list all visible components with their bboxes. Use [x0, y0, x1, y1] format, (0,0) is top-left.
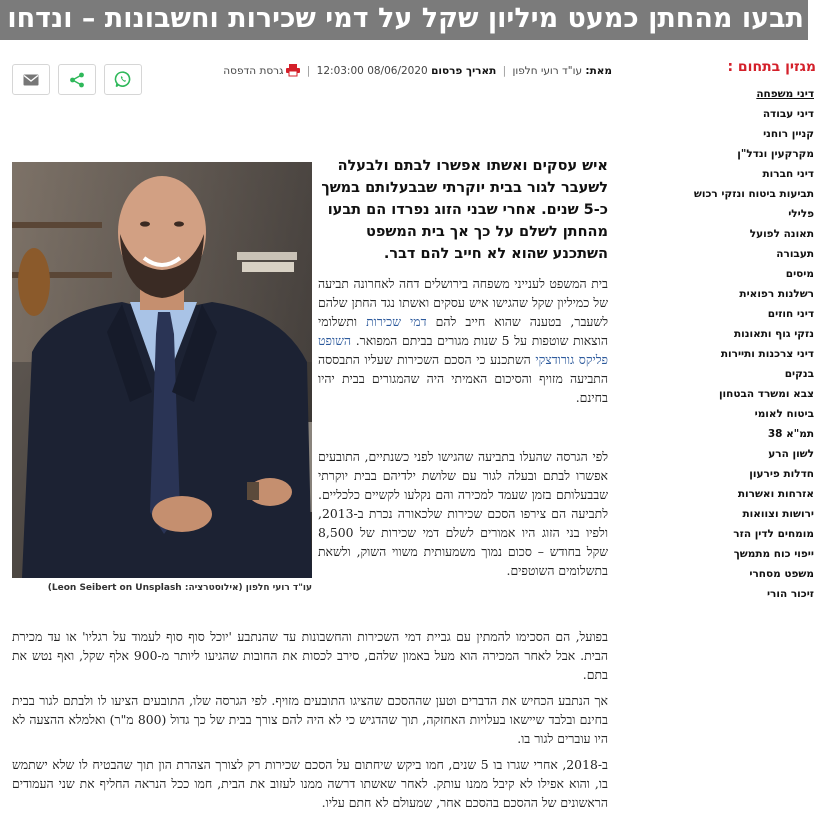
share-buttons [12, 64, 142, 95]
sidebar-item-parental[interactable]: זיכור הורי [766, 588, 814, 600]
photo-caption: עו"ד רועי חלפון (אילוסטרציה: Leon Seibert on Unsplash) [47, 583, 312, 593]
article-paragraph: ב-2018, אחרי שגרו בו 5 שנים, חמו ביקש שיחתום על הסכם שכירות רק לצורך הצהרת הון תוך שהבטיח לו שלא ישתמש בו, והוא אפילו לא קיבל ממנו עותק. לאחר שאשתו דרשה ממנו לעזוב את הבית, חמו ככל הנראה החליף את שני העמודים הראשונים של ההסכם בהסכם אחר, שמעולם לא חתם עליו. [12, 757, 609, 810]
meta-separator: | [306, 65, 311, 77]
article-paragraph: לפי הגרסה שהעלו בתביעה שהגישו לפני כשנתיים, התובעים אפשרו לבתם ובעלה לגור עם שלושת ילדיהם בבית יוקרתי שבבעלותם בזמן שעמד למכירה והם נקלעו לקשיים כלכליים. לתביעה הם צירפו הסכם שכירות שלכאורה נכרת ב-2013, ולפיו בני הזוג היו אמורים לשלם דמי שכירות של 8,500 שקל בחודש – סכום נמוך משמעותית משווי השוק, ולשאת בתשלומים השוטפים. [318, 449, 608, 578]
sidebar-item-insolvency[interactable]: חדלות פירעון [749, 468, 814, 480]
sidebar-item-family-law[interactable]: דיני משפחה [756, 88, 814, 100]
from-label: מאת: [585, 65, 612, 77]
sidebar-item-real-estate[interactable]: מקרקעין ונדל"ן [737, 148, 814, 160]
sidebar-item-inheritance[interactable]: ירושות וצוואות [742, 508, 814, 520]
article-headline: תבעו מהחתן כמעט מיליון שקל על דמי שכירות וחשבונות – ונדחו [7, 3, 804, 34]
sidebar-item-enforcement[interactable]: תאונה לפועל [749, 228, 814, 240]
sidebar-item-citizenship[interactable]: אזרחות ואשרות [737, 488, 814, 500]
judge-link[interactable]: השופט פליקס גורודצקי [318, 333, 608, 367]
sidebar-item-traffic[interactable]: תעבורה [776, 248, 814, 260]
sidebar-item-defamation[interactable]: לשון הרע [768, 448, 814, 460]
sidebar-item-insurance[interactable]: תביעות ביטוח ונזקי רכוש [693, 188, 814, 200]
sidebar-item-foreign-law[interactable]: מומחים לדין הזר [733, 528, 814, 540]
publish-datetime: 08/06/2020 12:03:00 [316, 65, 428, 77]
whatsapp-icon [115, 71, 132, 88]
meta-separator: | [502, 65, 507, 77]
sidebar-item-taxes[interactable]: מיסים [785, 268, 814, 280]
article-paragraph: בפועל, הם הסכימו להמתין עם גביית דמי השכירות והחשבונות עד שהנתבע 'יוכל סוף סוף לעמוד על רגליו' או עד מכירת הבית. אבל לאחר המכירה הוא מעל באמון שלהם, סירב לכסות את החובות שהגיעו ליותר מ-900 אלף שקל, ואף נטש את בתם. [12, 629, 608, 682]
rent-link[interactable]: דמי שכירות [366, 314, 427, 329]
author-name: עו"ד רועי חלפון [512, 65, 583, 77]
sidebar-item-national-insurance[interactable]: ביטוח לאומי [754, 408, 814, 420]
sidebar-item-labor-law[interactable]: דיני עבודה [762, 108, 814, 120]
share-button[interactable] [58, 64, 96, 95]
sidebar-item-criminal[interactable]: פלילי [788, 208, 814, 220]
article-paragraph: בית המשפט לענייני משפחה בירושלים דחה לאחרונה תביעה של כמיליון שקל שהגישו איש עסקים ואשתו נגד החתן שלהם לשעבר, בטענה שהוא חייב להם דמי שכירות ותשלומי הוצאות שוטפות על 5 שנות מגורים בביתם המפואר. השופט פליקס גורודצקי השתכנע כי הסכם השכירות שעליו התבססה התביעה מזויף והסיכום האמיתי היה שהמגורים בבית יהיו בחינם. [318, 276, 609, 405]
date-label: תאריך פרסום [431, 65, 497, 77]
sidebar-item-commercial[interactable]: משפט מסחרי [749, 568, 814, 580]
sidebar-title: מגזין בתחום : [727, 59, 816, 75]
share-icon [69, 72, 85, 88]
magazine-sidebar [688, 56, 816, 604]
sidebar-item-poa[interactable]: ייפוי כוח מתמשך [733, 548, 814, 560]
print-version-link[interactable]: גרסת הדפסה [223, 65, 284, 77]
sidebar-list [688, 84, 814, 604]
article-paragraph: אך הנתבע הכחיש את הדברים וטען שההסכם שהציגו התובעים מזויף. לפי הגרסה שלו, התובעים הציעו לו ולבתם לגור בבית בחינם ובלבד שיישאו בעלויות האחזקה, תוך שהדגיש כי לא היה להם צורך בבית של כך גדול (800 מ"ר) ואלמלא ההצעה לא היו עוברים לגור בו. [12, 693, 608, 746]
email-share-button[interactable] [12, 64, 50, 95]
whatsapp-share-button[interactable] [104, 64, 142, 95]
printer-icon[interactable] [286, 64, 300, 81]
article-lead: איש עסקים ואשתו אפשרו לבתם ולבעלה לשעבר לגור בבית יוקרתי שבבעלותם במשך כ-5 שנים. אחרי שבני הזוג נפרדו הם תבעו מהחתן לשלם על כך אך בית המשפט השתכנע שהוא לא חייב להם דבר. [321, 158, 608, 262]
headline-bar [0, 0, 808, 40]
sidebar-item-companies[interactable]: דיני חברות [762, 168, 814, 180]
sidebar-item-army[interactable]: צבא ומשרד הבטחון [718, 388, 814, 400]
email-icon [23, 74, 39, 86]
sidebar-item-bodily-injury[interactable]: נזקי גוף ותאונות [733, 328, 814, 340]
sidebar-item-banks[interactable]: בנקים [784, 368, 814, 380]
sidebar-item-ip[interactable]: קניין רוחני [763, 128, 814, 140]
sidebar-item-contracts[interactable]: דיני חוזים [767, 308, 814, 320]
sidebar-item-tama38[interactable]: תמ"א 38 [767, 428, 814, 440]
sidebar-item-malpractice[interactable]: רשלנות רפואית [739, 288, 814, 300]
article-photo [12, 162, 312, 578]
article-meta [196, 63, 612, 81]
sidebar-item-consumer[interactable]: דיני צרכנות ותיירות [720, 348, 814, 360]
